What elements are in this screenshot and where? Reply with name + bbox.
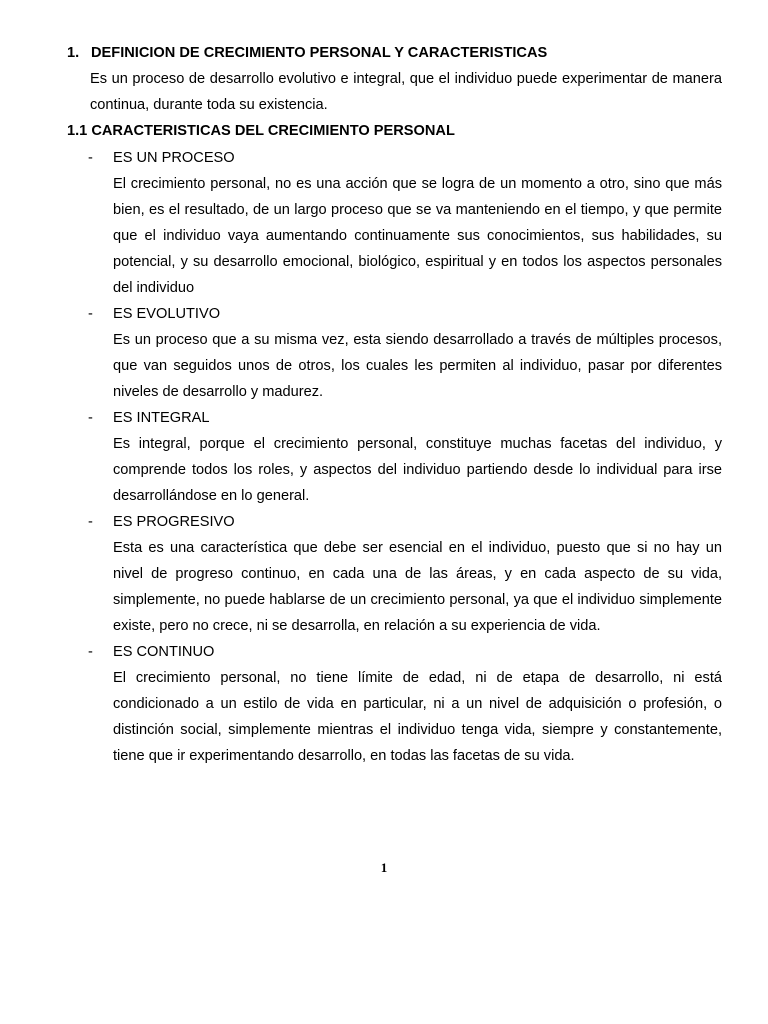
section-body: Es integral, porque el crecimiento personal, constituye muchas facetas del individuo, y comprende todos los roles, y aspectos del individuo partiendo desde lo individual para irse desarrollándose en lo general. — [113, 436, 722, 504]
characteristics-list — [88, 145, 722, 769]
section-title: ES EVOLUTIVO — [113, 306, 221, 322]
section-evolutivo — [88, 301, 722, 405]
bullet-dash: - — [88, 150, 93, 166]
section-body: El crecimiento personal, no tiene límite de edad, ni de etapa de desarrollo, ni está condicionado a un estilo de vida en particular, ni a un nivel de adquisición o profesión, o distinción social, simplemente mientras el individuo tenga vida, siempre y constantemente, tiene que ir experimentando desarrollo, en todas las facetas de su vida. — [113, 670, 722, 764]
bullet-dash: - — [88, 410, 93, 426]
bullet-dash: - — [88, 306, 93, 322]
bullet-dash: - — [88, 644, 93, 660]
section-integral — [88, 405, 722, 509]
section-progresivo — [88, 509, 722, 639]
section-body: El crecimiento personal, no es una acción que se logra de un momento a otro, sino que más bien, es el resultado, de un largo proceso que se va manteniendo en el tiempo, y que permite que el individuo vaya aumentando continuamente sus conocimientos, sus habilidades, su potencial, y su desarrollo emocional, biológico, espiritual y en todos los aspectos personales del individuo — [113, 176, 722, 296]
section-body: Es un proceso que a su misma vez, esta siendo desarrollado a través de múltiples procesos, que van seguidos unos de otros, los cuales les permiten al individuo, pasar por diferentes niveles de desarrollo y madurez. — [113, 332, 722, 400]
section-body: Esta es una característica que debe ser esencial en el individuo, puesto que si no hay un nivel de progreso continuo, en cada una de las áreas, y en cada aspecto de su vida, simplemente, no puede hablarse de un crecimiento personal, ya que el individuo simplemente existe, pero no crece, ni se desarrolla, en relación a su experiencia de vida. — [113, 540, 722, 634]
intro-paragraph: Es un proceso de desarrollo evolutivo e integral, que el individuo puede experimentar de manera continua, durante toda su existencia. — [90, 71, 722, 113]
section-continuo — [88, 639, 722, 769]
heading-number: 1. — [67, 45, 80, 61]
section-title: ES INTEGRAL — [113, 410, 210, 426]
main-heading — [67, 42, 547, 64]
section-title: ES UN PROCESO — [113, 150, 235, 166]
section-proceso — [88, 145, 722, 301]
bullet-dash: - — [88, 514, 93, 530]
section-title: ES PROGRESIVO — [113, 514, 235, 530]
subheading: 1.1 CARACTERISTICAS DEL CRECIMIENTO PERSONAL — [67, 123, 455, 139]
heading-text: DEFINICION DE CRECIMIENTO PERSONAL Y CARACTERISTICAS — [91, 45, 548, 61]
section-title: ES CONTINUO — [113, 644, 215, 660]
page-number: 1 — [380, 860, 388, 875]
